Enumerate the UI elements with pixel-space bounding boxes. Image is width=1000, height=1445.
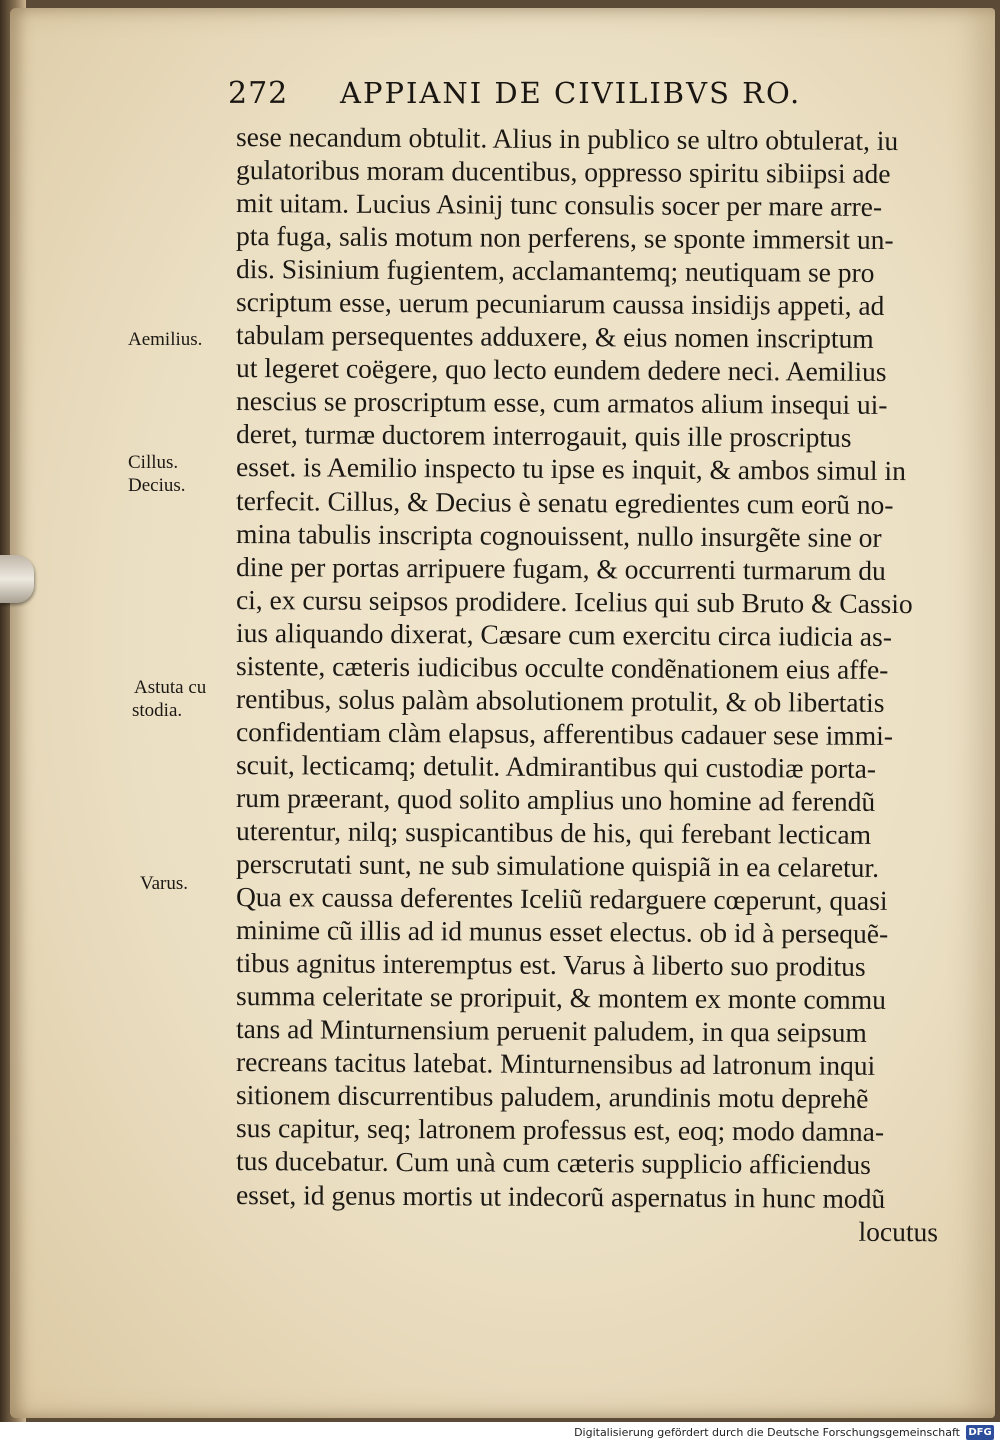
text-line: sitionem discurrentibus paludem, arundinis motu deprehẽ [235,1079,869,1115]
side-note-astuta: Astuta cu [134,677,207,698]
side-note-cillus: Cillus. [128,452,179,473]
text-line: scriptum esse, uerum pecuniarum caussa insidijs appeti, ad [235,286,885,322]
page-number: 272 [228,76,289,111]
text-line: tabulam persequentes adduxere, & eius nomen inscriptum [235,319,874,355]
text-line: tans ad Minturnensium peruenit paludem, in qua seipsum [235,1013,867,1049]
text-line: dine per portas arripuere fugam, & occurrenti turmarum du [235,550,886,586]
text-line: rum præerant, quod solito amplius uno homine ad ferendũ [235,781,876,817]
running-head-title: APPIANI DE CIVILIBVS RO. [340,76,802,110]
text-line: ut legeret coëgere, quo lecto eundem dedere neci. Aemilius [235,352,887,388]
text-line: nescius se proscriptum esse, cum armatos alium insequi ui- [235,385,888,421]
text-line: terfecit. Cillus, & Decius è senatu egredientes cum eorũ no- [235,484,894,520]
page-clip-icon [0,555,34,603]
text-line: sus capitur, seq; latronem professus est, eoq; modo damna- [235,1112,885,1148]
text-line: uterentur, nilq; suspicantibus de his, qui ferebant lecticam [235,814,872,850]
text-line: dis. Sisinium fugientem, acclamantemq; neutiquam se pro [235,253,875,289]
dfg-logo-icon: DFG [966,1425,994,1440]
text-line: esset, id genus mortis ut indecorũ aspernatus in hunc modũ [235,1178,886,1214]
text-line: sistente, cæteris iudicibus occulte condẽnationem eius affe- [235,649,889,685]
text-line: recreans tacitus latebat. Minturnensibus ad latronum inqui [235,1046,876,1082]
text-line: ius aliquando dixerat, Cæsare cum exercitu circa iudicia as- [235,616,893,652]
text-line: minime cũ illis ad id munus esset electus. ob id à persequẽ- [235,914,889,950]
text-line: deret, turmæ ductorem interrogauit, quis ille proscriptus [235,418,852,454]
text-line: summa celeritate se proripuit, & montem ex monte commu [235,980,886,1016]
text-line: scuit, lecticamq; detulit. Admirantibus qui custodiæ porta- [235,748,877,784]
side-note-custodia: stodia. [132,700,183,721]
text-line: perscrutati sunt, ne sub simulatione quispiã in ea celaretur. [235,848,880,883]
text-line: gulatoribus moram ducentibus, oppresso spiritu sibiipsi ade [235,154,891,190]
running-head [228,76,948,111]
text-line: Qua ex caussa deferentes Iceliũ redarguere cœperunt, quasi [235,881,888,917]
text-line: esset. is Aemilio inspecto tu ipse es inquit, & ambos simul in [235,451,906,487]
text-line: tus ducebatur. Cum unà cum cæteris supplicio afficiendus [235,1145,872,1181]
side-note-aemilius: Aemilius. [128,329,203,350]
text-line: mina tabulis inscripta cognouissent, nullo insurgẽte sine or [235,517,882,553]
text-line: rentibus, solus palàm absolutionem protulit, & ob libertatis [235,682,885,718]
funding-credit: Digitalisierung gefördert durch die Deutsche Forschungsgemeinschaft [574,1426,960,1439]
text-line: confidentiam clàm elapsus, afferentibus cadauer sese immi- [235,715,894,751]
footer-bar [0,1422,1000,1445]
side-note-varus: Varus. [140,873,189,894]
text-line: ci, ex cursu seipsos prodidere. Icelius qui sub Bruto & Cassio [235,583,913,619]
text-line: sese necandum obtulit. Alius in publico se ultro obtulerat, iu [235,121,899,157]
text-line: pta fuga, salis motum non perferens, se sponte immersit un- [235,220,894,256]
body-text [235,120,948,1247]
text-line: tibus agnitus interemptus est. Varus à liberto suo proditus [235,947,866,983]
text-line: mit uitam. Lucius Asinij tunc consulis socer per mare arre- [235,187,883,223]
catchword: locutus [858,1215,939,1247]
side-note-decius: Decius. [128,475,186,496]
